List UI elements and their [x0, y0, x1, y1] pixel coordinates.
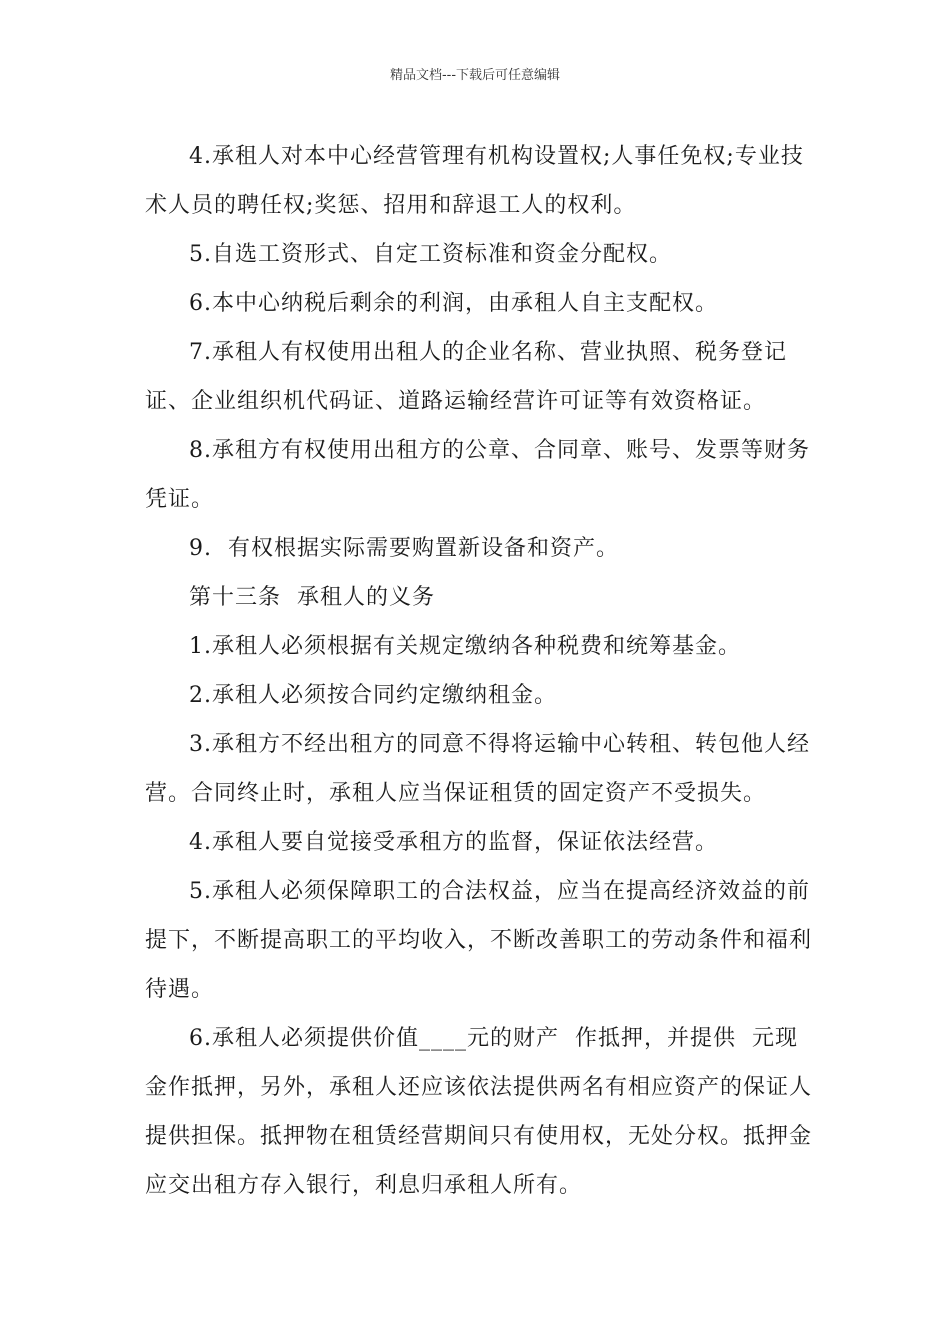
paragraph-right-4: 4.承租人对本中心经营管理有机构设置权;人事任免权;专业技术人员的聘任权;奖惩、招用和辞退工人的权利。	[145, 144, 804, 218]
paragraph-right-9: 9. 有权根据实际需要购置新设备和资产。	[189, 536, 619, 561]
paragraph-duty-6: 6.承租人必须提供价值____元的财产 作抵押，并提供 元现金作抵押，另外，承租人还应该依法提供两名有相应资产的保证人提供担保。抵押物在租赁经营期间只有使用权，无处分权。抵押金应交出租方存入银行，利息归承租人所有。	[145, 1026, 813, 1198]
article-13-heading: 第十三条 承租人的义务	[189, 585, 435, 610]
paragraph-duty-1: 1.承租人必须根据有关规定缴纳各种税费和统筹基金。	[189, 634, 741, 659]
paragraph-duty-5: 5.承租人必须保障职工的合法权益，应当在提高经济效益的前提下，不断提高职工的平均收入，不断改善职工的劳动条件和福利待遇。	[145, 879, 813, 1002]
paragraph-duty-3: 3.承租方不经出租方的同意不得将运输中心转租、转包他人经营。合同终止时，承租人应当保证租赁的固定资产不受损失。	[145, 732, 810, 806]
paragraph-right-7: 7.承租人有权使用出租人的企业名称、营业执照、税务登记证、企业组织机代码证、道路运输经营许可证等有效资格证。	[145, 340, 787, 414]
paragraph-duty-2: 2.承租人必须按合同约定缴纳租金。	[189, 683, 557, 708]
page-header: 精品文档---下载后可任意编辑	[389, 68, 561, 83]
document-body	[145, 132, 813, 1210]
paragraph-duty-4: 4.承租人要自觉接受承租方的监督，保证依法经营。	[189, 830, 718, 855]
paragraph-right-8: 8.承租方有权使用出租方的公章、合同章、账号、发票等财务凭证。	[145, 438, 810, 512]
paragraph-right-5: 5.自选工资形式、自定工资标准和资金分配权。	[189, 242, 672, 267]
paragraph-right-6: 6.本中心纳税后剩余的利润，由承租人自主支配权。	[189, 291, 718, 316]
